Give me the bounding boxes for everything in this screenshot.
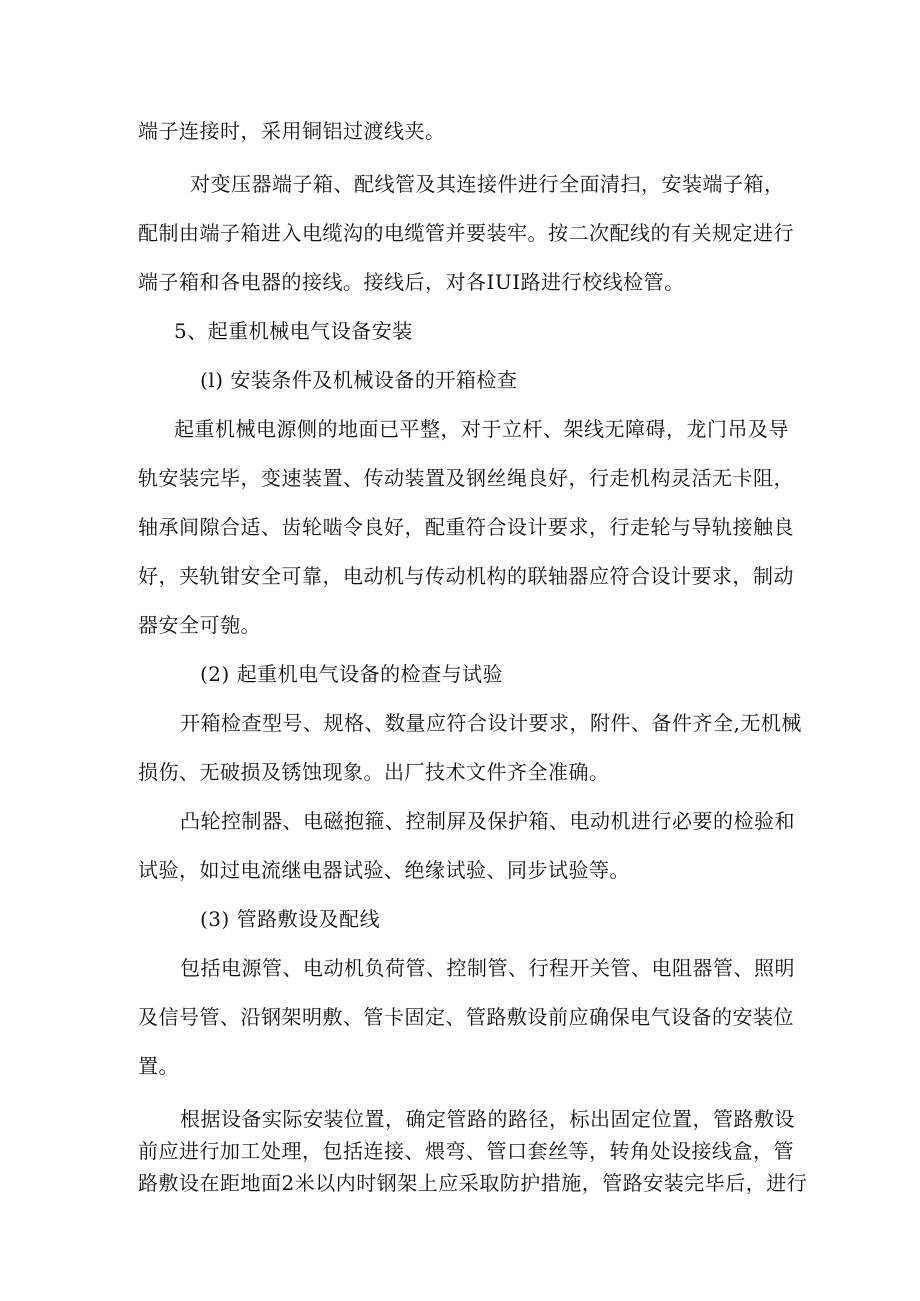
text-line: 器安全可匏。 (138, 613, 261, 637)
text-line: 轴承间隙合适、齿轮啮令良好，配重符合设计要求，行走轮与导轨接触良 (138, 515, 794, 539)
text-line: 对变压器端子箱、配线管及其连接件进行全面清扫，安装端子箱， (190, 172, 785, 196)
text-line: 根据设备实际安装位置，确定管路的路径，标出固定位置，管路敷设 (180, 1107, 795, 1131)
text-line: 及信号管、沿钢架明敷、管卡固定、管路敷设前应确保电气设备的安装位 (138, 1005, 794, 1029)
text-line: 凸轮控制器、电磁抱箍、控制屏及保护箱、电动机进行必要的检验和 (180, 809, 795, 833)
subsection-heading: (l) 安装条件及机械设备的开箱检查 (200, 368, 518, 392)
text-line: 前应进行加工处理，包括连接、煨弯、管口套丝等，转角处设接线盒，管 (138, 1139, 794, 1163)
text-line: 置。 (138, 1054, 179, 1078)
text-line: 好，夹轨钳安全可靠，电动机与传动机构的联轴器应符合设计要求，制动 (138, 564, 794, 588)
text-line: 包括电源管、电动机负荷管、控制管、行程开关管、电阻器管、照明 (180, 956, 795, 980)
subsection-heading: (2) 起重机电气设备的检查与试验 (200, 662, 504, 686)
text-line: 轨安装完毕，变速装置、传动装置及钢丝绳良好，行走机构灵活无卡阻， (138, 466, 794, 490)
text-line: 开箱检查型号、规格、数量应符合设计要求，附件、备件齐全,无机械 (180, 711, 802, 735)
text-line: 试验，如过电流继电器试验、绝缘试验、同步试验等。 (138, 858, 630, 882)
text-line: 损伤、无破损及锈蚀现象。出厂技术文件齐全准确。 (138, 760, 610, 784)
subsection-heading: (3) 管路敷设及配线 (200, 907, 381, 931)
text-line: 端子连接时，采用铜铝过渡线夹。 (138, 119, 446, 143)
text-line: 起重机械电源侧的地面已平整，对于立杆、架线无障碍，龙门吊及导 (174, 417, 789, 441)
text-line: 配制由端子箱进入电缆沟的电缆管并要装牢。按二次配线的有关规定进行 (138, 221, 794, 245)
section-heading: 5、起重机械电气设备安装 (174, 319, 413, 343)
text-line: 路敷设在距地面2米以内时钢架上应采取防护措施，管路安装完毕后，进行 (138, 1171, 808, 1195)
text-line: 端子箱和各电器的接线。接线后，对各IUI路进行校线检管。 (138, 270, 685, 294)
